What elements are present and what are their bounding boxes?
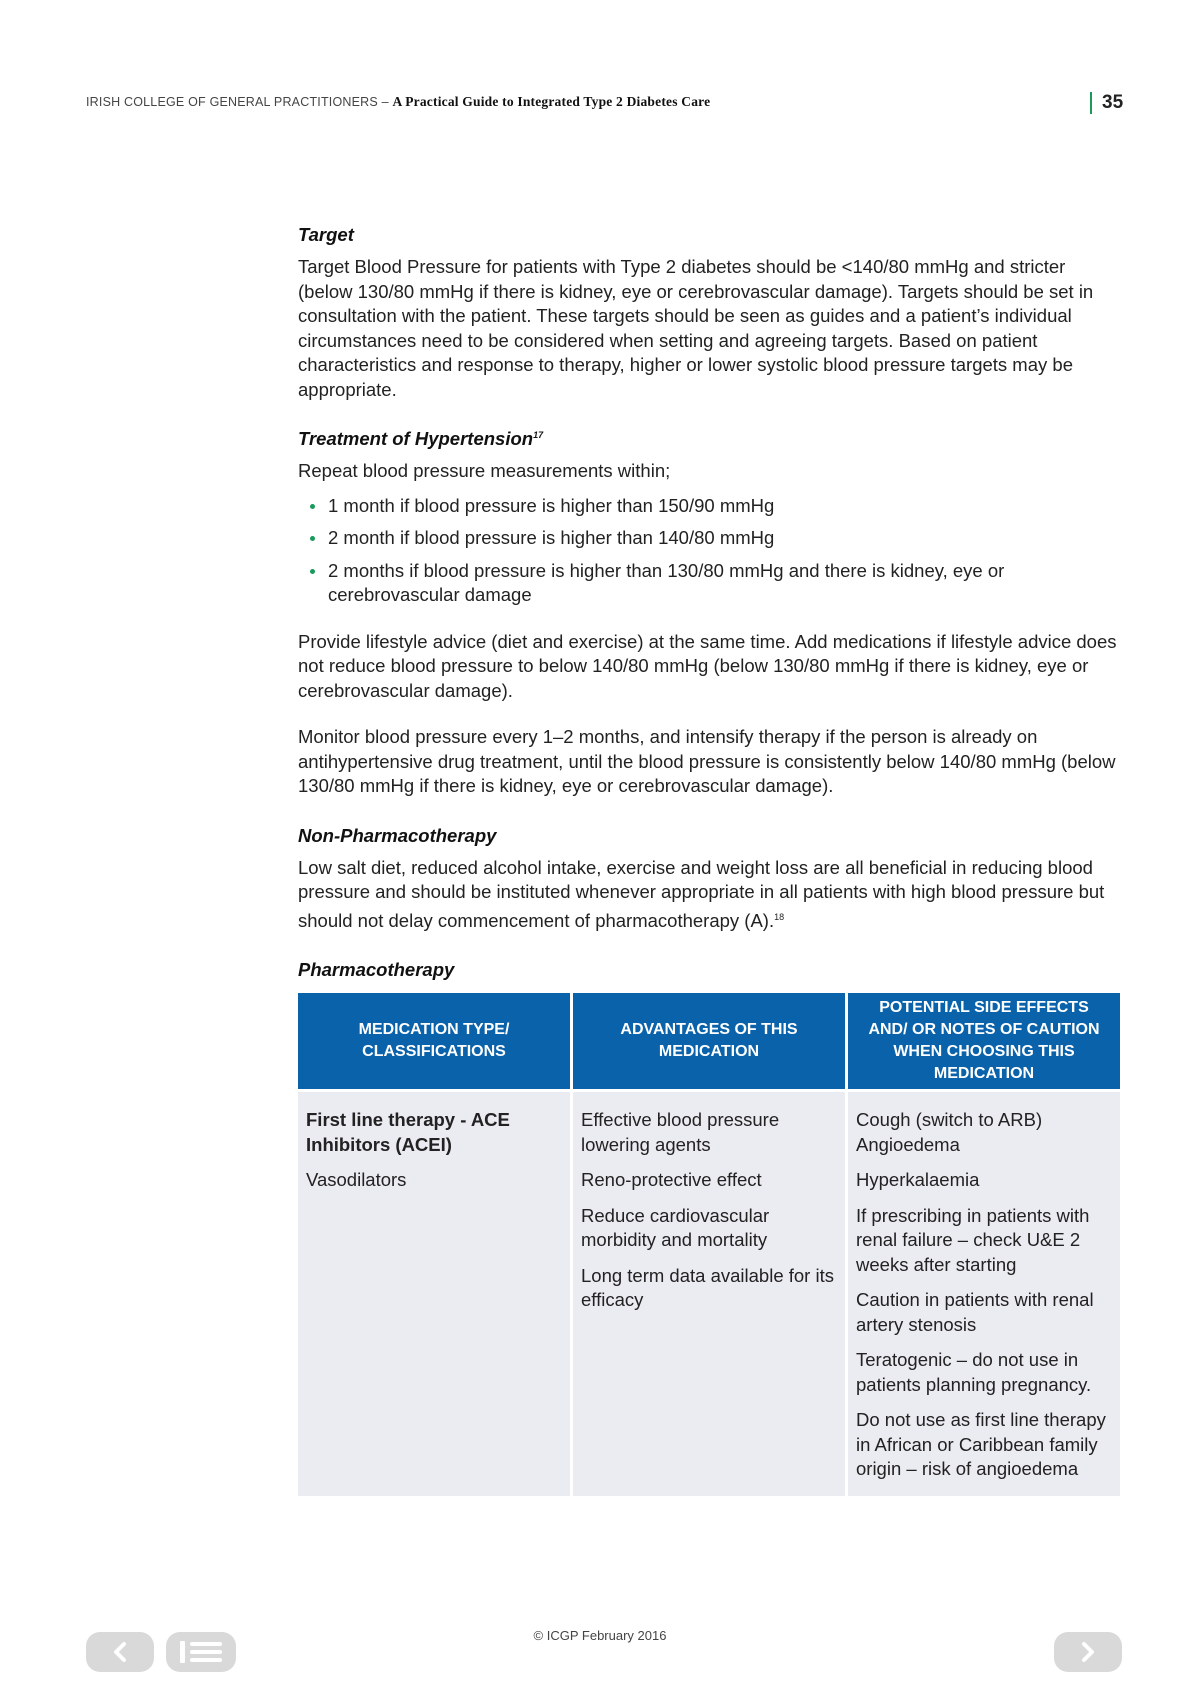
footer-copyright: © ICGP February 2016	[533, 1628, 667, 1643]
treatment-heading-text: Treatment of Hypertension	[298, 428, 534, 449]
treatment-heading-ref: 17	[533, 429, 544, 440]
page-number: 35	[1090, 92, 1123, 114]
chevron-right-icon	[1054, 1632, 1122, 1672]
next-page-button[interactable]	[1054, 1632, 1122, 1672]
prev-page-button[interactable]	[86, 1632, 154, 1672]
cell-item: Effective blood pressure lowering agents	[581, 1109, 780, 1155]
cell-side-effects	[848, 1092, 1120, 1496]
cell-item: Hyperkalaemia	[856, 1169, 980, 1191]
col-header-side-effects: POTENTIAL SIDE EFFECTS AND/ OR NOTES OF CAUTION WHEN CHOOSING THIS MEDICATION	[848, 993, 1120, 1089]
contents-button[interactable]	[166, 1632, 236, 1672]
treatment-intro: Repeat blood pressure measurements within;	[298, 460, 671, 481]
cell-item: Cough (switch to ARB) Angioedema	[856, 1109, 1043, 1155]
cell-item: Reno-protective effect	[581, 1169, 762, 1191]
col-header-advantages: ADVANTAGES OF THIS MEDICATION	[573, 993, 845, 1089]
treatment-para-2: Monitor blood pressure every 1–2 months, and intensify therapy if the person is already on antihypertensive drug treatment, until the blood pressure is consistently below 140/80 mmHg (below 130/80 mmHg if there is kidney, eye or cerebrovascular damage).	[298, 726, 1116, 796]
cell-item: Caution in patients with renal artery stenosis	[856, 1289, 1094, 1335]
non-pharma-ref: 18	[774, 911, 785, 922]
contents-list-icon	[166, 1632, 236, 1672]
medication-table	[295, 993, 1123, 1496]
cell-item: If prescribing in patients with renal failure – check U&E 2 weeks after starting	[856, 1204, 1090, 1275]
treatment-heading	[298, 428, 1120, 450]
cell-item: Long term data available for its efficacy	[581, 1264, 834, 1311]
cell-medication-type	[298, 1092, 570, 1496]
non-pharma-text: Low salt diet, reduced alcohol intake, exercise and weight loss are all beneficial in reducing blood pressure and should be instituted whenever appropriate in all patients with high blood pressure but should not delay commencement of pharmacotherapy (A).	[298, 856, 1105, 931]
list-item: 1 month if blood pressure is higher than 150/90 mmHg	[298, 494, 1120, 519]
measurement-list	[298, 494, 1120, 608]
header-org: IRISH COLLEGE OF GENERAL PRACTITIONERS –	[86, 95, 389, 109]
cell-advantages	[573, 1092, 845, 1496]
cell-item: First line therapy - ACE Inhibitors (ACEI)	[306, 1109, 510, 1155]
cell-item: Reduce cardiovascular morbidity and mortality	[581, 1204, 770, 1251]
non-pharma-heading: Non-Pharmacotherapy	[298, 824, 497, 846]
target-body: Target Blood Pressure for patients with Type 2 diabetes should be <140/80 mmHg and stricter (below 130/80 mmHg if there is kidney, eye or cerebrovascular damage). Targets should be set in consultation with the patient. These targets should be seen as guides and a patient’s individual circumstances need to be considered when setting and agreeing targets. Based on patient characteristics and response to therapy, higher or lower systolic blood pressure targets may be appropriate.	[298, 256, 1094, 400]
table-row	[298, 1092, 1120, 1496]
chevron-left-icon	[86, 1632, 154, 1672]
pharma-heading: Pharmacotherapy	[298, 959, 455, 981]
cell-item: Do not use as first line therapy in African or Caribbean family origin – risk of angioedema	[856, 1409, 1106, 1480]
list-item: 2 months if blood pressure is higher than 130/80 mmHg and there is kidney, eye or cerebrovascular damage	[298, 559, 1120, 608]
non-pharma-body	[298, 856, 1120, 934]
target-heading: Target	[298, 224, 354, 245]
col-header-medication-type: MEDICATION TYPE/ CLASSIFICATIONS	[298, 993, 570, 1089]
cell-item: Teratogenic – do not use in patients planning pregnancy.	[856, 1349, 1092, 1395]
running-header	[86, 94, 710, 110]
treatment-para-1: Provide lifestyle advice (diet and exercise) at the same time. Add medications if lifestyle advice does not reduce blood pressure to below 140/80 mmHg (below 130/80 mmHg if there is kidney, eye or cerebrovascular damage).	[298, 630, 1117, 701]
header-title: A Practical Guide to Integrated Type 2 Diabetes Care	[392, 94, 711, 109]
list-item: 2 month if blood pressure is higher than 140/80 mmHg	[298, 526, 1120, 551]
cell-item: Vasodilators	[306, 1169, 407, 1191]
page-content	[298, 224, 1120, 1496]
